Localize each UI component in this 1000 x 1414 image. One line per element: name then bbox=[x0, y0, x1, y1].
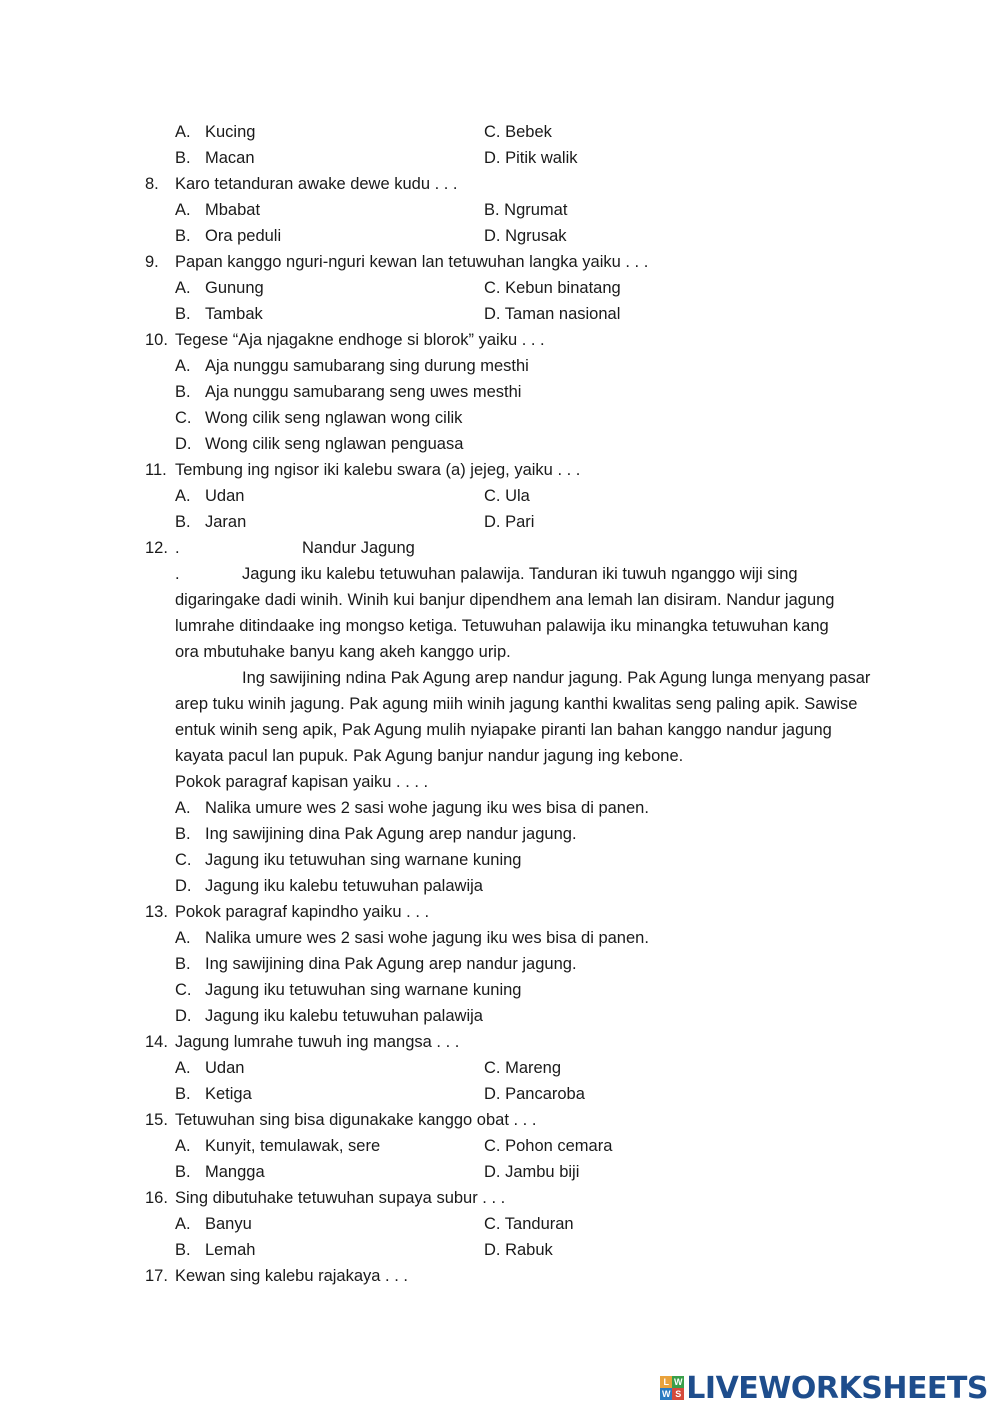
q16-option-a[interactable]: Banyu bbox=[205, 1215, 252, 1233]
q9-option-letter-a: A. bbox=[175, 279, 191, 297]
q11-option-a[interactable]: Udan bbox=[205, 487, 245, 505]
q10-option-a[interactable]: Aja nunggu samubarang sing durung mesthi bbox=[205, 357, 529, 375]
q10-number: 10. bbox=[145, 331, 168, 349]
q7-option-b[interactable]: Macan bbox=[205, 149, 255, 167]
passage-p1-line-2: digaringake dadi winih. Winih kui banjur dipendhem ana lemah lan disiram. Nandur jagung bbox=[175, 591, 835, 609]
passage-p2-line-3: entuk winih seng apik, Pak Agung mulih nyiapake piranti lan bahan kanggo nandur jagung bbox=[175, 721, 832, 739]
q12-option-b[interactable]: Ing sawijining dina Pak Agung arep nandur jagung. bbox=[205, 825, 577, 843]
q10-text: Tegese “Aja njagakne endhoge si blorok” yaiku . . . bbox=[175, 331, 545, 349]
q16-number: 16. bbox=[145, 1189, 168, 1207]
q9-option-letter-b: B. bbox=[175, 305, 191, 323]
q14-option-letter-b: B. bbox=[175, 1085, 191, 1103]
q13-option-c[interactable]: Jagung iku tetuwuhan sing warnane kuning bbox=[205, 981, 522, 999]
logo-cell-w1: W bbox=[674, 1377, 683, 1387]
q14-option-letter-a: A. bbox=[175, 1059, 191, 1077]
q11-option-c[interactable]: C. Ula bbox=[484, 487, 530, 505]
passage-p2-line-1: Ing sawijining ndina Pak Agung arep nandur jagung. Pak Agung lunga menyang pasar bbox=[242, 669, 871, 687]
q14-number: 14. bbox=[145, 1033, 168, 1051]
passage-p1-line-1: Jagung iku kalebu tetuwuhan palawija. Tanduran iki tuwuh nganggo wiji sing bbox=[242, 565, 798, 583]
q14-option-b[interactable]: Ketiga bbox=[205, 1085, 252, 1103]
passage-p1-line-3: lumrahe ditindaake ing mongso ketiga. Tetuwuhan palawija iku minangka tetuwuhan kang bbox=[175, 617, 829, 635]
q14-option-c[interactable]: C. Mareng bbox=[484, 1059, 562, 1077]
q12-option-a[interactable]: Nalika umure wes 2 sasi wohe jagung iku wes bisa di panen. bbox=[205, 799, 649, 817]
q9-option-d[interactable]: D. Taman nasional bbox=[484, 305, 621, 323]
q16-option-letter-b: B. bbox=[175, 1241, 191, 1259]
logo-cell-w2: W bbox=[662, 1389, 671, 1399]
q9-number: 9. bbox=[145, 253, 159, 271]
q14-text: Jagung lumrahe tuwuh ing mangsa . . . bbox=[175, 1033, 460, 1051]
q12-option-letter-d: D. bbox=[175, 877, 192, 895]
q15-number: 15. bbox=[145, 1111, 168, 1129]
q11-option-letter-b: B. bbox=[175, 513, 191, 531]
q13-option-d[interactable]: Jagung iku kalebu tetuwuhan palawija bbox=[205, 1007, 483, 1025]
q12-number: 12. bbox=[145, 539, 168, 557]
q10-option-letter-c: C. bbox=[175, 409, 192, 427]
q11-number: 11. bbox=[145, 461, 167, 479]
q16-option-d[interactable]: D. Rabuk bbox=[484, 1241, 553, 1259]
q16-option-letter-a: A. bbox=[175, 1215, 191, 1233]
q17-text: Kewan sing kalebu rajakaya . . . bbox=[175, 1267, 408, 1285]
q15-option-letter-b: B. bbox=[175, 1163, 191, 1181]
q10-option-c[interactable]: Wong cilik seng nglawan wong cilik bbox=[205, 409, 463, 427]
q7-option-a[interactable]: Kucing bbox=[205, 123, 256, 141]
q13-option-letter-c: C. bbox=[175, 981, 192, 999]
q15-option-letter-a: A. bbox=[175, 1137, 191, 1155]
q9-option-c[interactable]: C. Kebun binatang bbox=[484, 279, 621, 297]
q13-option-b[interactable]: Ing sawijining dina Pak Agung arep nandur jagung. bbox=[205, 955, 577, 973]
q11-text: Tembung ing ngisor iki kalebu swara (a) jejeg, yaiku . . . bbox=[175, 461, 581, 479]
q8-option-letter-a: A. bbox=[175, 201, 191, 219]
q15-option-a[interactable]: Kunyit, temulawak, sere bbox=[205, 1137, 381, 1155]
liveworksheets-logo bbox=[660, 1370, 988, 1406]
q12-option-d[interactable]: Jagung iku kalebu tetuwuhan palawija bbox=[205, 877, 483, 895]
q12-option-letter-a: A. bbox=[175, 799, 191, 817]
q15-option-b[interactable]: Mangga bbox=[205, 1163, 265, 1181]
q13-option-letter-b: B. bbox=[175, 955, 191, 973]
q7-option-letter-a: A. bbox=[175, 123, 191, 141]
q10-option-b[interactable]: Aja nunggu samubarang seng uwes mesthi bbox=[205, 383, 522, 401]
q9-text: Papan kanggo nguri-nguri kewan lan tetuwuhan langka yaiku . . . bbox=[175, 253, 649, 271]
q13-option-letter-a: A. bbox=[175, 929, 191, 947]
q8-option-b[interactable]: Ora peduli bbox=[205, 227, 282, 245]
q11-option-letter-a: A. bbox=[175, 487, 191, 505]
q16-text: Sing dibutuhake tetuwuhan supaya subur . . . bbox=[175, 1189, 506, 1207]
passage-title: Nandur Jagung bbox=[302, 539, 415, 557]
q10-option-letter-b: B. bbox=[175, 383, 191, 401]
q10-option-letter-a: A. bbox=[175, 357, 191, 375]
q9-option-a[interactable]: Gunung bbox=[205, 279, 264, 297]
q12-option-letter-c: C. bbox=[175, 851, 192, 869]
liveworksheets-logo-icon bbox=[660, 1376, 684, 1400]
q14-option-d[interactable]: D. Pancaroba bbox=[484, 1085, 585, 1103]
q15-text: Tetuwuhan sing bisa digunakake kanggo obat . . . bbox=[175, 1111, 537, 1129]
q7-option-d[interactable]: D. Pitik walik bbox=[484, 149, 578, 167]
q17-number: 17. bbox=[145, 1267, 168, 1285]
q16-option-b[interactable]: Lemah bbox=[205, 1241, 256, 1259]
q13-text: Pokok paragraf kapindho yaiku . . . bbox=[175, 903, 430, 921]
q7-option-c[interactable]: C. Bebek bbox=[484, 123, 552, 141]
q10-option-d[interactable]: Wong cilik seng nglawan penguasa bbox=[205, 435, 464, 453]
logo-cell-s: S bbox=[672, 1388, 684, 1400]
q12-dot: . bbox=[175, 539, 180, 557]
passage-p1-line-4: ora mbutuhake banyu kang akeh kanggo urip. bbox=[175, 643, 511, 661]
q12-text: Pokok paragraf kapisan yaiku . . . . bbox=[175, 773, 429, 791]
q8-text: Karo tetanduran awake dewe kudu . . . bbox=[175, 175, 458, 193]
q13-option-letter-d: D. bbox=[175, 1007, 192, 1025]
passage-p2-line-4: kayata pacul lan pupuk. Pak Agung banjur nandur jagung ing kebone. bbox=[175, 747, 684, 765]
q8-number: 8. bbox=[145, 175, 159, 193]
q8-option-b-right[interactable]: B. Ngrumat bbox=[484, 201, 568, 219]
q8-option-letter-b: B. bbox=[175, 227, 191, 245]
q14-option-a[interactable]: Udan bbox=[205, 1059, 245, 1077]
q12-option-c[interactable]: Jagung iku tetuwuhan sing warnane kuning bbox=[205, 851, 522, 869]
logo-cell-l: L bbox=[660, 1376, 672, 1388]
q8-option-d[interactable]: D. Ngrusak bbox=[484, 227, 567, 245]
liveworksheets-brand-text: LIVEWORKSHEETS bbox=[686, 1370, 988, 1406]
q13-number: 13. bbox=[145, 903, 168, 921]
q13-option-a[interactable]: Nalika umure wes 2 sasi wohe jagung iku wes bisa di panen. bbox=[205, 929, 649, 947]
q9-option-b[interactable]: Tambak bbox=[205, 305, 263, 323]
q16-option-c[interactable]: C. Tanduran bbox=[484, 1215, 574, 1233]
q10-option-letter-d: D. bbox=[175, 435, 192, 453]
passage-p2-line-2: arep tuku winih jagung. Pak agung miih winih jagung kanthi kwalitas seng paling apik. Sawise bbox=[175, 695, 858, 713]
q8-option-a[interactable]: Mbabat bbox=[205, 201, 261, 219]
q7-option-letter-b: B. bbox=[175, 149, 191, 167]
q11-option-b[interactable]: Jaran bbox=[205, 513, 247, 531]
passage-dot: . bbox=[175, 565, 180, 583]
q11-option-d[interactable]: D. Pari bbox=[484, 513, 535, 531]
q15-option-d[interactable]: D. Jambu biji bbox=[484, 1163, 580, 1181]
q12-option-letter-b: B. bbox=[175, 825, 191, 843]
q15-option-c[interactable]: C. Pohon cemara bbox=[484, 1137, 613, 1155]
